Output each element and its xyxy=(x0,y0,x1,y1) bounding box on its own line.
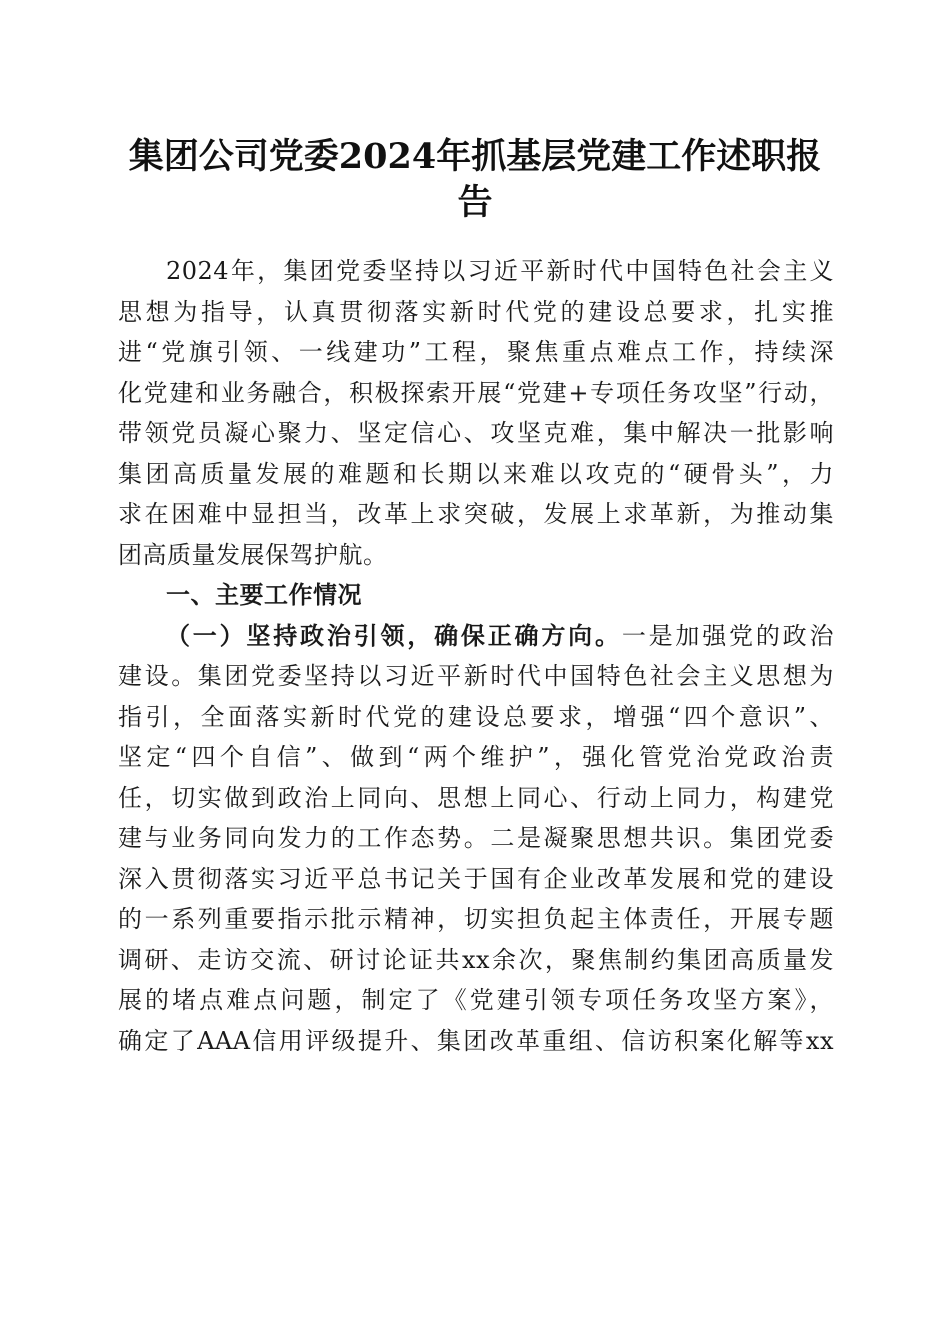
paragraph-line: 思想为指导，认真贯彻落实新时代党的建设总要求，扎实推 xyxy=(118,297,834,326)
paragraph-line xyxy=(118,616,834,657)
paragraph-line: 建与业务同向发力的工作态势。二是凝聚思想共识。集团党委 xyxy=(118,824,834,852)
subsection-heading: （一）坚持政治引领，确保正确方向。 xyxy=(166,620,622,650)
paragraph-line: 展的堵点难点问题，制定了《党建引领专项任务攻坚方案》， xyxy=(118,986,834,1014)
paragraph-line: 团高质量发展保驾护航。 xyxy=(118,540,388,569)
section-paragraph xyxy=(118,616,834,1062)
paragraph-line: 带领党员凝心聚力、坚定信心、攻坚克难，集中解决一批影响 xyxy=(118,419,834,447)
paragraph-line: 坚定“四个自信”、做到“两个维护”，强化管党治党政治责 xyxy=(118,743,834,771)
intro-paragraph xyxy=(118,251,834,575)
paragraph-line: 指引，全面落实新时代党的建设总要求，增强“四个意识”、 xyxy=(118,702,834,731)
paragraph-line: 确定了AAA信用评级提升、集团改革重组、信访积案化解等xx xyxy=(118,1026,834,1055)
paragraph-line: 的一系列重要指示批示精神，切实担负起主体责任，开展专题 xyxy=(118,905,834,933)
paragraph-line: 集团高质量发展的难题和长期以来难以攻克的“硬骨头”，力 xyxy=(118,459,834,488)
document-body xyxy=(118,251,834,1061)
document-title: 集团公司党委2024年抓基层党建工作述职报告 xyxy=(128,136,822,223)
paragraph-line: 求在困难中显担当，改革上求突破，发展上求革新，为推动集 xyxy=(118,500,834,528)
paragraph-line-text: 一是加强党的政治 xyxy=(621,621,834,650)
paragraph-line: 调研、走访交流、研讨论证共xx余次，聚焦制约集团高质量发 xyxy=(118,945,834,974)
paragraph-line: 深入贯彻落实习近平总书记关于国有企业改革发展和党的建设 xyxy=(118,864,834,893)
section-heading: 一、主要工作情况 xyxy=(166,580,362,609)
paragraph-line: 建设。集团党委坚持以习近平新时代中国特色社会主义思想为 xyxy=(118,662,834,690)
paragraph-line: 化党建和业务融合，积极探索开展“党建+专项任务攻坚”行动， xyxy=(118,378,834,407)
paragraph-line: 2024年，集团党委坚持以习近平新时代中国特色社会主义 xyxy=(166,257,834,285)
paragraph-line: 任，切实做到政治上同向、思想上同心、行动上同力，构建党 xyxy=(118,783,834,812)
paragraph-line: 进“党旗引领、一线建功”工程，聚焦重点难点工作，持续深 xyxy=(118,338,834,366)
